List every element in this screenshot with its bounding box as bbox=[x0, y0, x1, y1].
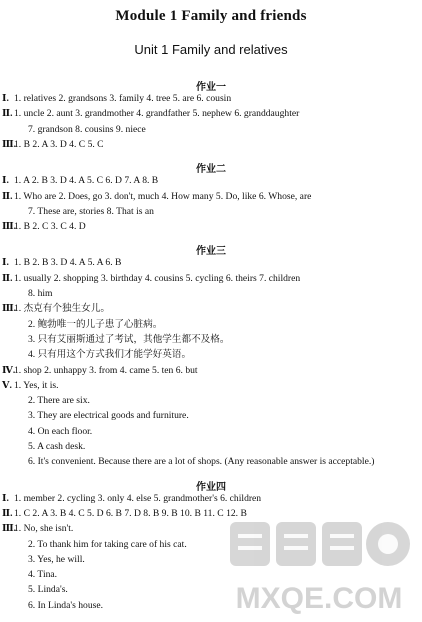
answer-text: 1. B 2. A 3. D 4. C 5. C bbox=[14, 138, 104, 150]
unit-title: Unit 1 Family and relatives bbox=[134, 42, 288, 57]
answer-text: 4. 只有用这个方式我们才能学好英语。 bbox=[28, 349, 192, 361]
part-numeral: Ⅲ. bbox=[2, 221, 17, 233]
answer-text: 1. No, she isn't. bbox=[14, 523, 74, 535]
section-title: 作业二 bbox=[196, 164, 226, 176]
watermark-text: MXQE.COM bbox=[235, 582, 403, 615]
part-numeral: Ⅲ. bbox=[2, 303, 17, 315]
section-title: 作业一 bbox=[196, 82, 226, 93]
answer-text: 7. grandson 8. cousins 9. niece bbox=[28, 123, 146, 135]
part-numeral: Ⅳ. bbox=[2, 364, 16, 376]
answer-text: 1. B 2. C 3. C 4. D bbox=[14, 221, 86, 233]
answer-text: 2. 鲍勃唯一的儿子患了心脏病。 bbox=[28, 318, 163, 330]
answer-text: 1. Who are 2. Does, go 3. don't, much 4. How many 5. Do, like 6. Whose, are bbox=[14, 190, 312, 202]
part-numeral: Ⅰ. bbox=[2, 93, 9, 104]
part-numeral: Ⅰ. bbox=[2, 175, 9, 187]
answer-text: 3. They are electrical goods and furniture. bbox=[28, 410, 189, 422]
answer-text: 1. usually 2. shopping 3. birthday 4. cousins 5. cycling 6. theirs 7. children bbox=[14, 272, 301, 284]
section-title: 作业三 bbox=[196, 246, 226, 258]
answer-text: 7. These are, stories 8. That is an bbox=[28, 205, 154, 217]
answer-text: 2. There are six. bbox=[28, 395, 90, 407]
module-title: Module 1 Family and friends bbox=[115, 8, 307, 24]
answer-text: 1. A 2. B 3. D 4. A 5. C 6. D 7. A 8. B bbox=[14, 175, 159, 187]
part-numeral: Ⅱ. bbox=[2, 190, 13, 202]
answer-text: 1. 杰克有个独生女儿。 bbox=[14, 303, 110, 315]
answer-text: 3. Yes, he will. bbox=[28, 553, 85, 565]
answer-text: 1. uncle 2. aunt 3. grandmother 4. grandfather 5. nephew 6. granddaughter bbox=[14, 108, 300, 120]
answer-text: 1. shop 2. unhappy 3. from 4. came 5. ten 6. but bbox=[14, 364, 198, 376]
answer-text: 4. Tina. bbox=[28, 569, 58, 581]
answer-text: 8. him bbox=[28, 288, 53, 299]
answer-text: 5. Linda's. bbox=[28, 584, 68, 596]
answer-text: 1. member 2. cycling 3. only 4. else 5. grandmother's 6. children bbox=[14, 492, 262, 504]
answer-text: 6. It's convenient. Because there are a lot of shops. (Any reasonable answer is acceptable.) bbox=[28, 456, 375, 468]
answer-text: 1. C 2. A 3. B 4. C 5. D 6. B 7. D 8. B 9. B 10. B 11. C 12. B bbox=[14, 507, 247, 519]
part-numeral: Ⅲ. bbox=[2, 523, 17, 535]
part-numeral: Ⅲ. bbox=[2, 138, 17, 150]
answer-text: 6. In Linda's house. bbox=[28, 599, 104, 611]
section-title: 作业四 bbox=[196, 481, 226, 493]
answer-text: 1. relatives 2. grandsons 3. family 4. tree 5. are 6. cousin bbox=[14, 93, 232, 104]
answer-text: 3. 只有艾丽斯通过了考试，其他学生都不及格。 bbox=[28, 333, 230, 345]
answer-text: 2. To thank him for taking care of his cat. bbox=[28, 538, 187, 550]
answer-text: 1. B 2. B 3. D 4. A 5. A 6. B bbox=[14, 257, 122, 269]
answer-text: 1. Yes, it is. bbox=[14, 379, 59, 391]
watermark-logo bbox=[224, 516, 414, 616]
part-numeral: Ⅰ. bbox=[2, 492, 9, 504]
part-numeral: Ⅱ. bbox=[2, 507, 13, 519]
answer-text: 4. On each floor. bbox=[28, 425, 93, 437]
part-numeral: Ⅴ. bbox=[2, 379, 12, 391]
part-numeral: Ⅱ. bbox=[2, 108, 13, 120]
part-numeral: Ⅱ. bbox=[2, 272, 13, 284]
answer-text: 5. A cash desk. bbox=[28, 441, 86, 452]
part-numeral: Ⅰ. bbox=[2, 257, 9, 269]
